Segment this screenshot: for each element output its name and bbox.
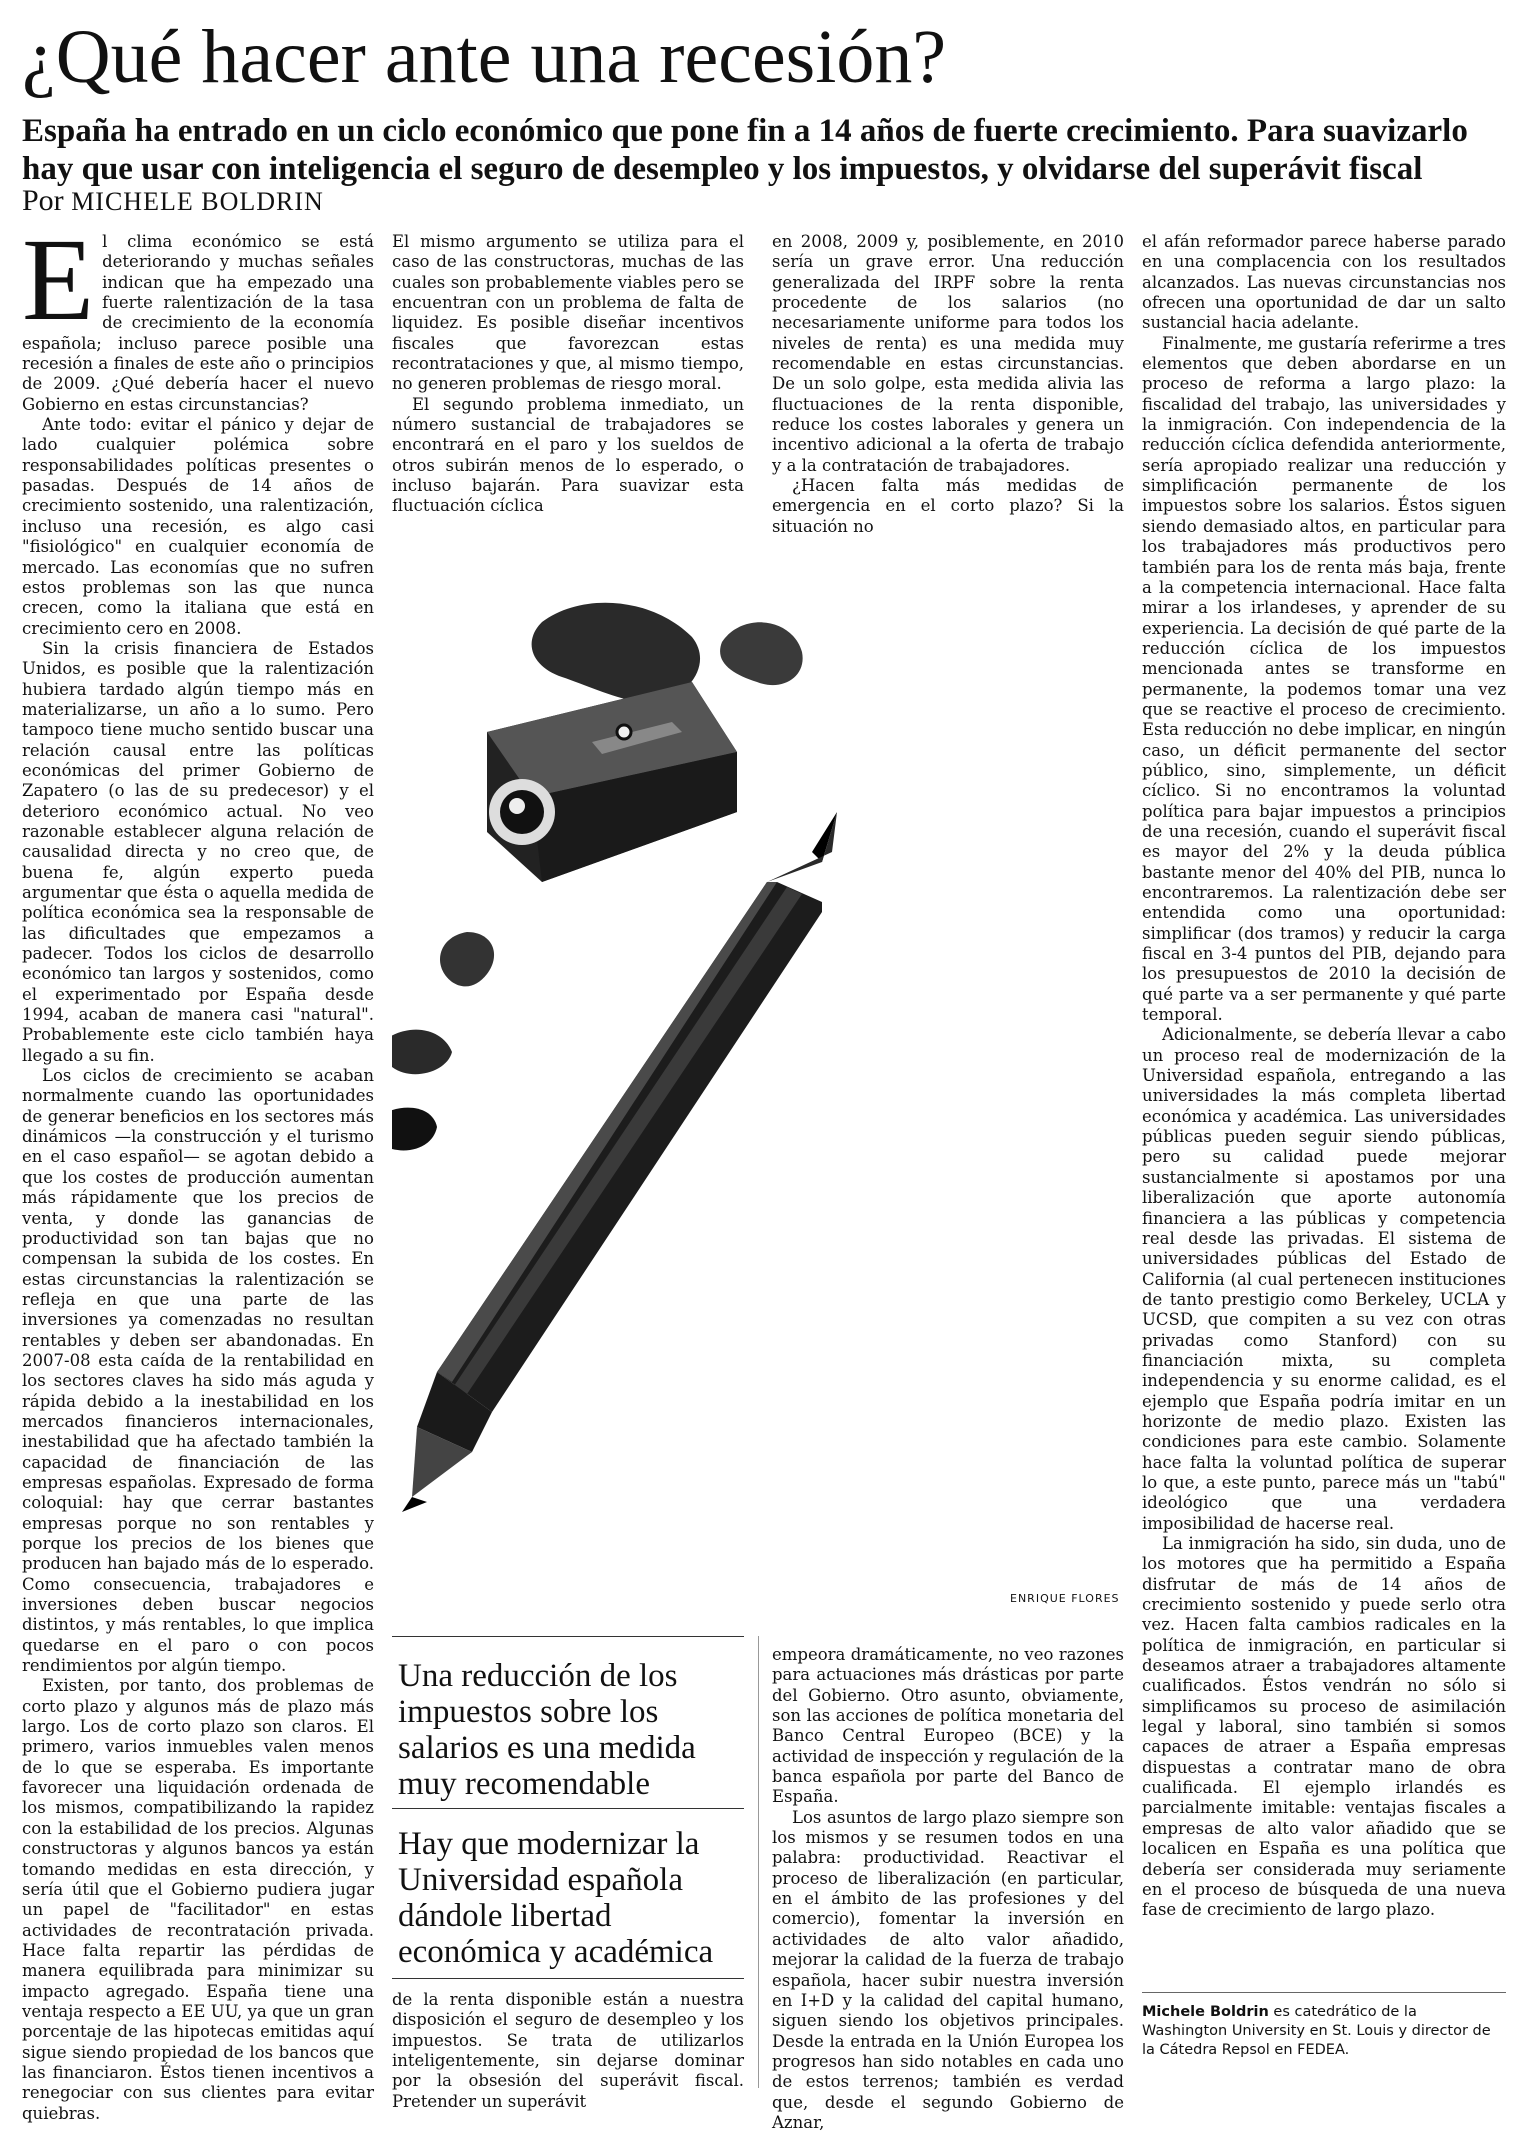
article-paragraph: el afán reformador parece haberse parado en una complacencia con los resultados alcanzados. Las nuevas circunstancias nos ofrecen una oportunidad de dar un salto sustancial hacia adelante. bbox=[1142, 232, 1506, 333]
article-paragraph: ¿Hacen falta más medidas de emergencia en el corto plazo? Si la situación no bbox=[772, 476, 1124, 536]
author-bio-name: Michele Boldrin bbox=[1142, 2004, 1269, 2020]
article-paragraph: Ante todo: evitar el pánico y dejar de lado cualquier polémica sobre responsabilidades políticas presentes o pasadas. Después de 14 años de crecimiento sostenido, una ralentización, incluso una recesión, es algo casi "fisiológico" en cualquier economía de mercado. Las economías que no sufren estos problemas son las que nunca crecen, como la italiana que está en crecimiento cero en 2008. bbox=[22, 415, 374, 638]
article-paragraph: El clima económico se está deteriorando y muchas señales indican que ha empezado una fuerte ralentización de la tasa de crecimiento de la economía española; incluso parece posible una recesión a finales de este año o principios de 2009. ¿Qué debería hacer el nuevo Gobierno en estas circunstancias? bbox=[22, 214, 374, 414]
article-paragraph: Los ciclos de crecimiento se acaban normalmente cuando las oportunidades de generar beneficios en los sectores más dinámicos —la construcción y el turismo en el caso español— se agotan debido a que los costes de producción aumentan más rápidamente que los precios de venta, y donde las ganancias de productividad son tan bajas que no compensan la subida de los costes. En estas circunstancias la ralentización se refleja en que una parte de las inversiones ya comenzadas no resultan rentables y deben ser abandonadas. En 2007-08 esta caída de la rentabilidad en los sectores claves ha sido más aguda y rápida debido a la inestabilidad en los mercados financieros internacionales, inestabilidad que ha afectado también la capacidad de financiación de las empresas españolas. Expresado de forma coloquial: hay que cerrar bastantes empresas porque no son rentables y porque los precios de los bienes que producen han bajado más de lo esperado. Como consecuencia, trabajadores e inversiones deben buscar negocios distintos, y más rentables, lo que implica quedarse en el paro o con pocos rendimientos por algún tiempo. bbox=[22, 1066, 374, 1676]
article-paragraph: El segundo problema inmediato, un número sustancial de trabajadores se encontrará en el paro y los sueldos de otros subirán menos de lo esperado, o incluso bajarán. Para suavizar esta fluctuación cíclica bbox=[392, 394, 744, 516]
article-paragraph: Los asuntos de largo plazo siempre son los mismos y se resumen todos en una palabra: productividad. Reactivar el proceso de liberalización (en particular, en el ámbito de las profesiones y del comercio), fomentar la inversión en actividades de alto valor añadido, mejorar la calidad de la fuerza de trabajo española, hacer subir nuestra inversión en I+D y la calidad del capital humano, siguen siendo los objetivos principales. Desde la entrada en la Unión Europea los progresos han sido notables en cada uno de estos terrenos; también es verdad que, desde el segundo Gobierno de Aznar, bbox=[772, 1807, 1124, 2132]
subheadline: España ha entrado en un ciclo económico que pone fin a 14 años de fuerte crecimiento. Para suavizarlo hay que usar con inteligencia el seguro de desempleo y los impuestos, y olvidarse del superávit fiscal bbox=[22, 113, 1468, 187]
article-column-2 bbox=[392, 232, 744, 597]
bio-rule bbox=[1142, 1992, 1506, 1993]
byline-author: MICHELE BOLDRIN bbox=[71, 187, 324, 216]
article-paragraph: La inmigración ha sido, sin duda, uno de los motores que ha permitido a España disfrutar de más de 14 años de crecimiento sostenido y puede serlo otra vez. Hacen falta cambios radicales en la política de inmigración, en particular si deseamos atraer a trabajadores altamente cualificados. Éstos vendrán no sólo si simplificamos su proceso de asimilación legal y laboral, sino también si somos capaces de atraer a España empresas dispuestas a contratar mano de obra cualificada. El ejemplo irlandés es parcialmente imitable: ventajas fiscales a empresas de alto valor añadido que se localicen en España es una política que debería ser considerada muy seriamente en el proceso de búsqueda de una nueva fase de crecimiento de largo plazo. bbox=[1142, 1534, 1506, 1920]
article-paragraph: Adicionalmente, se debería llevar a cabo un proceso real de modernización de la Universidad española, entregando a las universidades la más completa libertad económica y académica. Las universidades públicas pueden seguir siendo públicas, pero su calidad puede mejorar sustancialmente si apostamos por una liberalización que aporte autonomía financiera a las públicas y competencia real desde las privadas. El sistema de universidades públicas del Estado de California (al cual pertenecen instituciones de tanto prestigio como Berkeley, UCLA y UCSD, que compiten a su vez con otras privadas como Stanford) con su financiación mixta, su completa independencia y su enorme calidad, es el ejemplo que España podría imitar en un horizonte de medio plazo. Existen las condiciones para este cambio. Solamente hace falta la voluntad política de superar lo que, a este punto, parece más un "tabú" ideológico que una verdadera imposibilidad de hacerse real. bbox=[1142, 1025, 1506, 1533]
article-column-2-continued bbox=[392, 1990, 744, 2111]
pullquote-divider bbox=[392, 1808, 744, 1809]
pencil-sharpener-illustration bbox=[392, 582, 1122, 1562]
article-paragraph: de la renta disponible están a nuestra disposición el seguro de desempleo y los impuestos. Se trata de utilizarlos inteligentemente, sin dejarse dominar por la obsesión del superávit fiscal. Pretender un superávit bbox=[392, 1990, 744, 2111]
author-bio-text: es catedrático de la Washington University en St. Louis y director de la Cátedra Repsol en FEDEA. bbox=[1142, 2004, 1491, 2058]
article-paragraph: en 2008, 2009 y, posiblemente, en 2010 sería un grave error. Una reducción generalizada del IRPF sobre la renta procedente de los salarios (no necesariamente uniforme para todos los niveles de renta) es una medida muy recomendable en estas circunstancias. De un solo golpe, esta medida alivia las fluctuaciones de la renta disponible, reduce los costes laborales y genera un incentivo adicional a la oferta de trabajo y a la contratación de trabajadores. bbox=[772, 232, 1124, 475]
article-paragraph: El mismo argumento se utiliza para el caso de las constructoras, muchas de las cuales son probablemente viables pero se encuentran con un problema de falta de liquidez. Es posible diseñar incentivos fiscales que favorezcan estas recontrataciones y que, al mismo tiempo, no generen problemas de riesgo moral. bbox=[392, 232, 744, 394]
drop-cap: E bbox=[22, 214, 95, 345]
article-paragraph: Sin la crisis financiera de Estados Unidos, es posible que la ralentización hubiera tardado algún tiempo más en materializarse, un año a lo sumo. Pero tampoco tiene mucho sentido buscar una relación causal entre las políticas económicas del primer Gobierno de Zapatero (o las de su predecesor) y el deterioro económico actual. No veo razonable establecer alguna relación de causalidad directa y no creo que, de buena fe, algún experto pueda argumentar que ésta o aquella medida de política económica sea la responsable de las dificultades que empezamos a padecer. Todos los ciclos de desarrollo económico tan largos y sostenidos, como el experimentado por España desde 1994, acaban de manera casi "natural". Probablemente este ciclo también haya llegado a su fin. bbox=[22, 638, 374, 1065]
article-column-3 bbox=[772, 232, 1124, 577]
article-column-3-continued bbox=[772, 1645, 1124, 2132]
pull-quote: Hay que modernizar la Universidad española dándole libertad económica y académica bbox=[398, 1826, 714, 1970]
author-bio bbox=[1142, 2003, 1506, 2060]
article-paragraph: empeora dramáticamente, no veo razones para actuaciones más drásticas por parte del Gobierno. Otro asunto, obviamente, son las acciones de política monetaria del Banco Central Europeo (BCE) y la actividad de inspección y regulación de la banca española por parte del Banco de España. bbox=[772, 1645, 1124, 1807]
pullquote-bottom-rule bbox=[392, 1978, 744, 1979]
column-divider bbox=[758, 1636, 759, 2088]
illustration-credit: ENRIQUE FLORES bbox=[1010, 1592, 1120, 1605]
article-column-4 bbox=[1142, 232, 1506, 1992]
pullquote-top-rule bbox=[392, 1636, 744, 1637]
article-paragraph: Finalmente, me gustaría referirme a tres elementos que deben abordarse en un proceso de reforma a largo plazo: la fiscalidad del trabajo, las universidades y la inmigración. Con independencia de la reducción cíclica defendida anteriormente, sería apropiado realizar una reducción y simplificación permanente de los impuestos sobre los salarios. Éstos siguen siendo demasiado altos, en particular para los trabajadores más productivos pero también para los de renta más baja, frente a la competencia internacional. Hace falta mirar a los irlandeses, y aprender de su experiencia. La decisión de qué parte de la reducción cíclica de los impuestos mencionada antes se transforme en permanente, la podemos tomar una vez que se reactive el proceso de crecimiento. Esta reducción no debe implicar, en ningún caso, un déficit permanente del sector público, sino, simplemente, un déficit cíclico. Si no encontramos la voluntad política para bajar impuestos a principios de una recesión, cuando el superávit fiscal es mayor del 2% y la deuda pública bastante menor del 40% del PIB, nunca lo encontraremos. La ralentización debe ser entendida como una oportunidad: simplificar (dos tramos) y reducir la carga fiscal en 3-4 puntos del PIB, dejando para los presupuestos de 2010 la decisión de qué parte va a ser permanente y qué parte temporal. bbox=[1142, 333, 1506, 1025]
headline: ¿Qué hacer ante una recesión? bbox=[22, 15, 947, 99]
article-column-1 bbox=[22, 214, 374, 2123]
byline-prefix: Por bbox=[22, 184, 64, 217]
article-paragraph: Existen, por tanto, dos problemas de corto plazo y algunos más de plazo más largo. Los de corto plazo son claros. El primero, varios inmuebles valen menos de lo que se esperaba. Es importante favorecer una liquidación ordenada de los mismos, compatibilizando la rapidez con la estabilidad de los precios. Algunas constructoras y algunos bancos ya están tomando medidas en esta dirección, y sería útil que el Gobierno pudiera jugar un papel de "facilitador" en estas actividades de recontratación privada. Hace falta repartir las pérdidas de manera equilibrada para minimizar su impacto agregado. España tiene una ventaja respecto a EE UU, ya que un gran porcentaje de las hipotecas emitidas aquí sigue siendo propiedad de los bancos que las financiaron. Éstos tienen incentivos a renegociar con sus clientes para evitar quiebras. bbox=[22, 1676, 374, 2123]
pull-quote: Una reducción de los impuestos sobre los salarios es una medida muy recomendable bbox=[398, 1658, 696, 1802]
